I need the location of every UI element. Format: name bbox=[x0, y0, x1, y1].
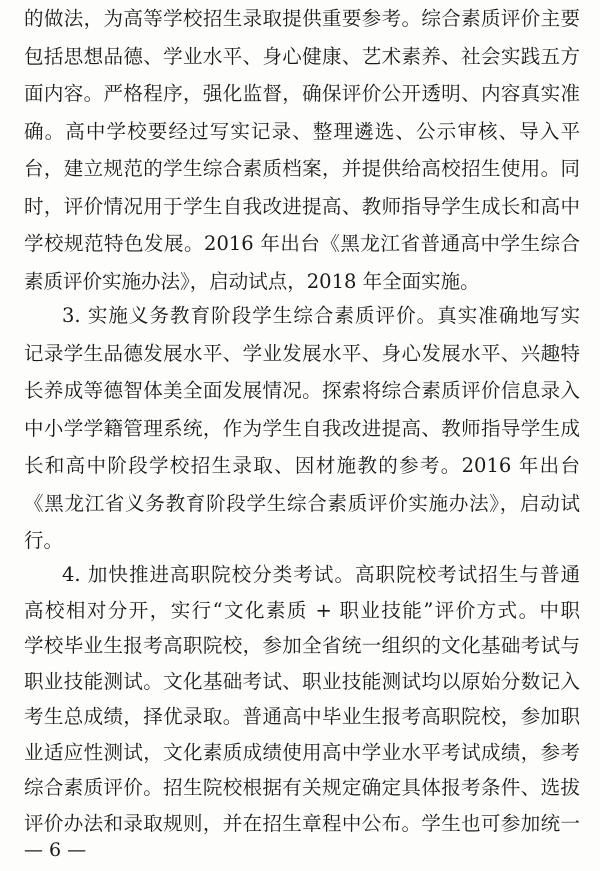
text-line: 长养成等德智体美全面发展情况。探索将综合素质评价信息录入 bbox=[24, 379, 580, 402]
text-line: 学校规范特色发展。2016 年出台《黑龙江省普通高中学生综合 bbox=[24, 232, 580, 255]
text-line: 素质评价实施办法》，启动试点，2018 年全面实施。 bbox=[24, 270, 480, 293]
text-line: 学校毕业生报考高职院校，参加全省统一组织的文化基础考试与 bbox=[24, 634, 580, 657]
text-line: 评价办法和录取规则，并在招生章程中公布。学生也可参加统一 bbox=[24, 812, 580, 835]
paragraph-first-line: 3. 实施义务教育阶段学生综合素质评价。真实准确地写实 bbox=[62, 304, 580, 327]
text-line: 时，评价情况用于学生自我改进提高、教师指导学生成长和高中 bbox=[24, 195, 580, 218]
text-line: 记录学生品德发展水平、学业发展水平、身心发展水平、兴趣特 bbox=[24, 342, 580, 365]
text-line: 《黑龙江省义务教育阶段学生综合素质评价实施办法》，启动试 bbox=[24, 492, 580, 515]
paragraph-first-line: 4. 加快推进高职院校分类考试。高职院校考试招生与普通 bbox=[62, 563, 580, 586]
text-line: 中小学学籍管理系统，作为学生自我改进提高、教师指导学生成 bbox=[24, 417, 580, 440]
text-line: 综合素质评价。招生院校根据有关规定确定具体报考条件、选拔 bbox=[24, 776, 580, 799]
text-line: 行。 bbox=[24, 529, 64, 552]
text-line: 高校相对分开，实行“文化素质 + 职业技能”评价方式。中职 bbox=[24, 599, 580, 622]
text-line: 业适应性测试，文化素质成绩使用高中学业水平考试成绩，参考 bbox=[24, 741, 580, 764]
text-line: 面内容。严格程序，强化监督，确保评价公开透明、内容真实准 bbox=[24, 82, 580, 105]
text-line: 考生总成绩，择优录取。普通高中毕业生报考高职院校，参加职 bbox=[24, 705, 580, 728]
text-line: 包括思想品德、学业水平、身心健康、艺术素养、社会实践五方 bbox=[24, 45, 580, 68]
page-number: — 6 — bbox=[24, 839, 87, 861]
text-line: 职业技能测试。文化基础考试、职业技能测试均以原始分数记入 bbox=[24, 670, 580, 693]
text-line: 的做法，为高等学校招生录取提供重要参考。综合素质评价主要 bbox=[24, 7, 580, 30]
text-line: 台，建立规范的学生综合素质档案，并提供给高校招生使用。同 bbox=[24, 157, 580, 180]
text-line: 确。高中学校要经过写实记录、整理遴选、公示审核、导入平 bbox=[24, 120, 580, 143]
text-line: 长和高中阶段学校招生录取、因材施教的参考。2016 年出台 bbox=[24, 454, 580, 477]
